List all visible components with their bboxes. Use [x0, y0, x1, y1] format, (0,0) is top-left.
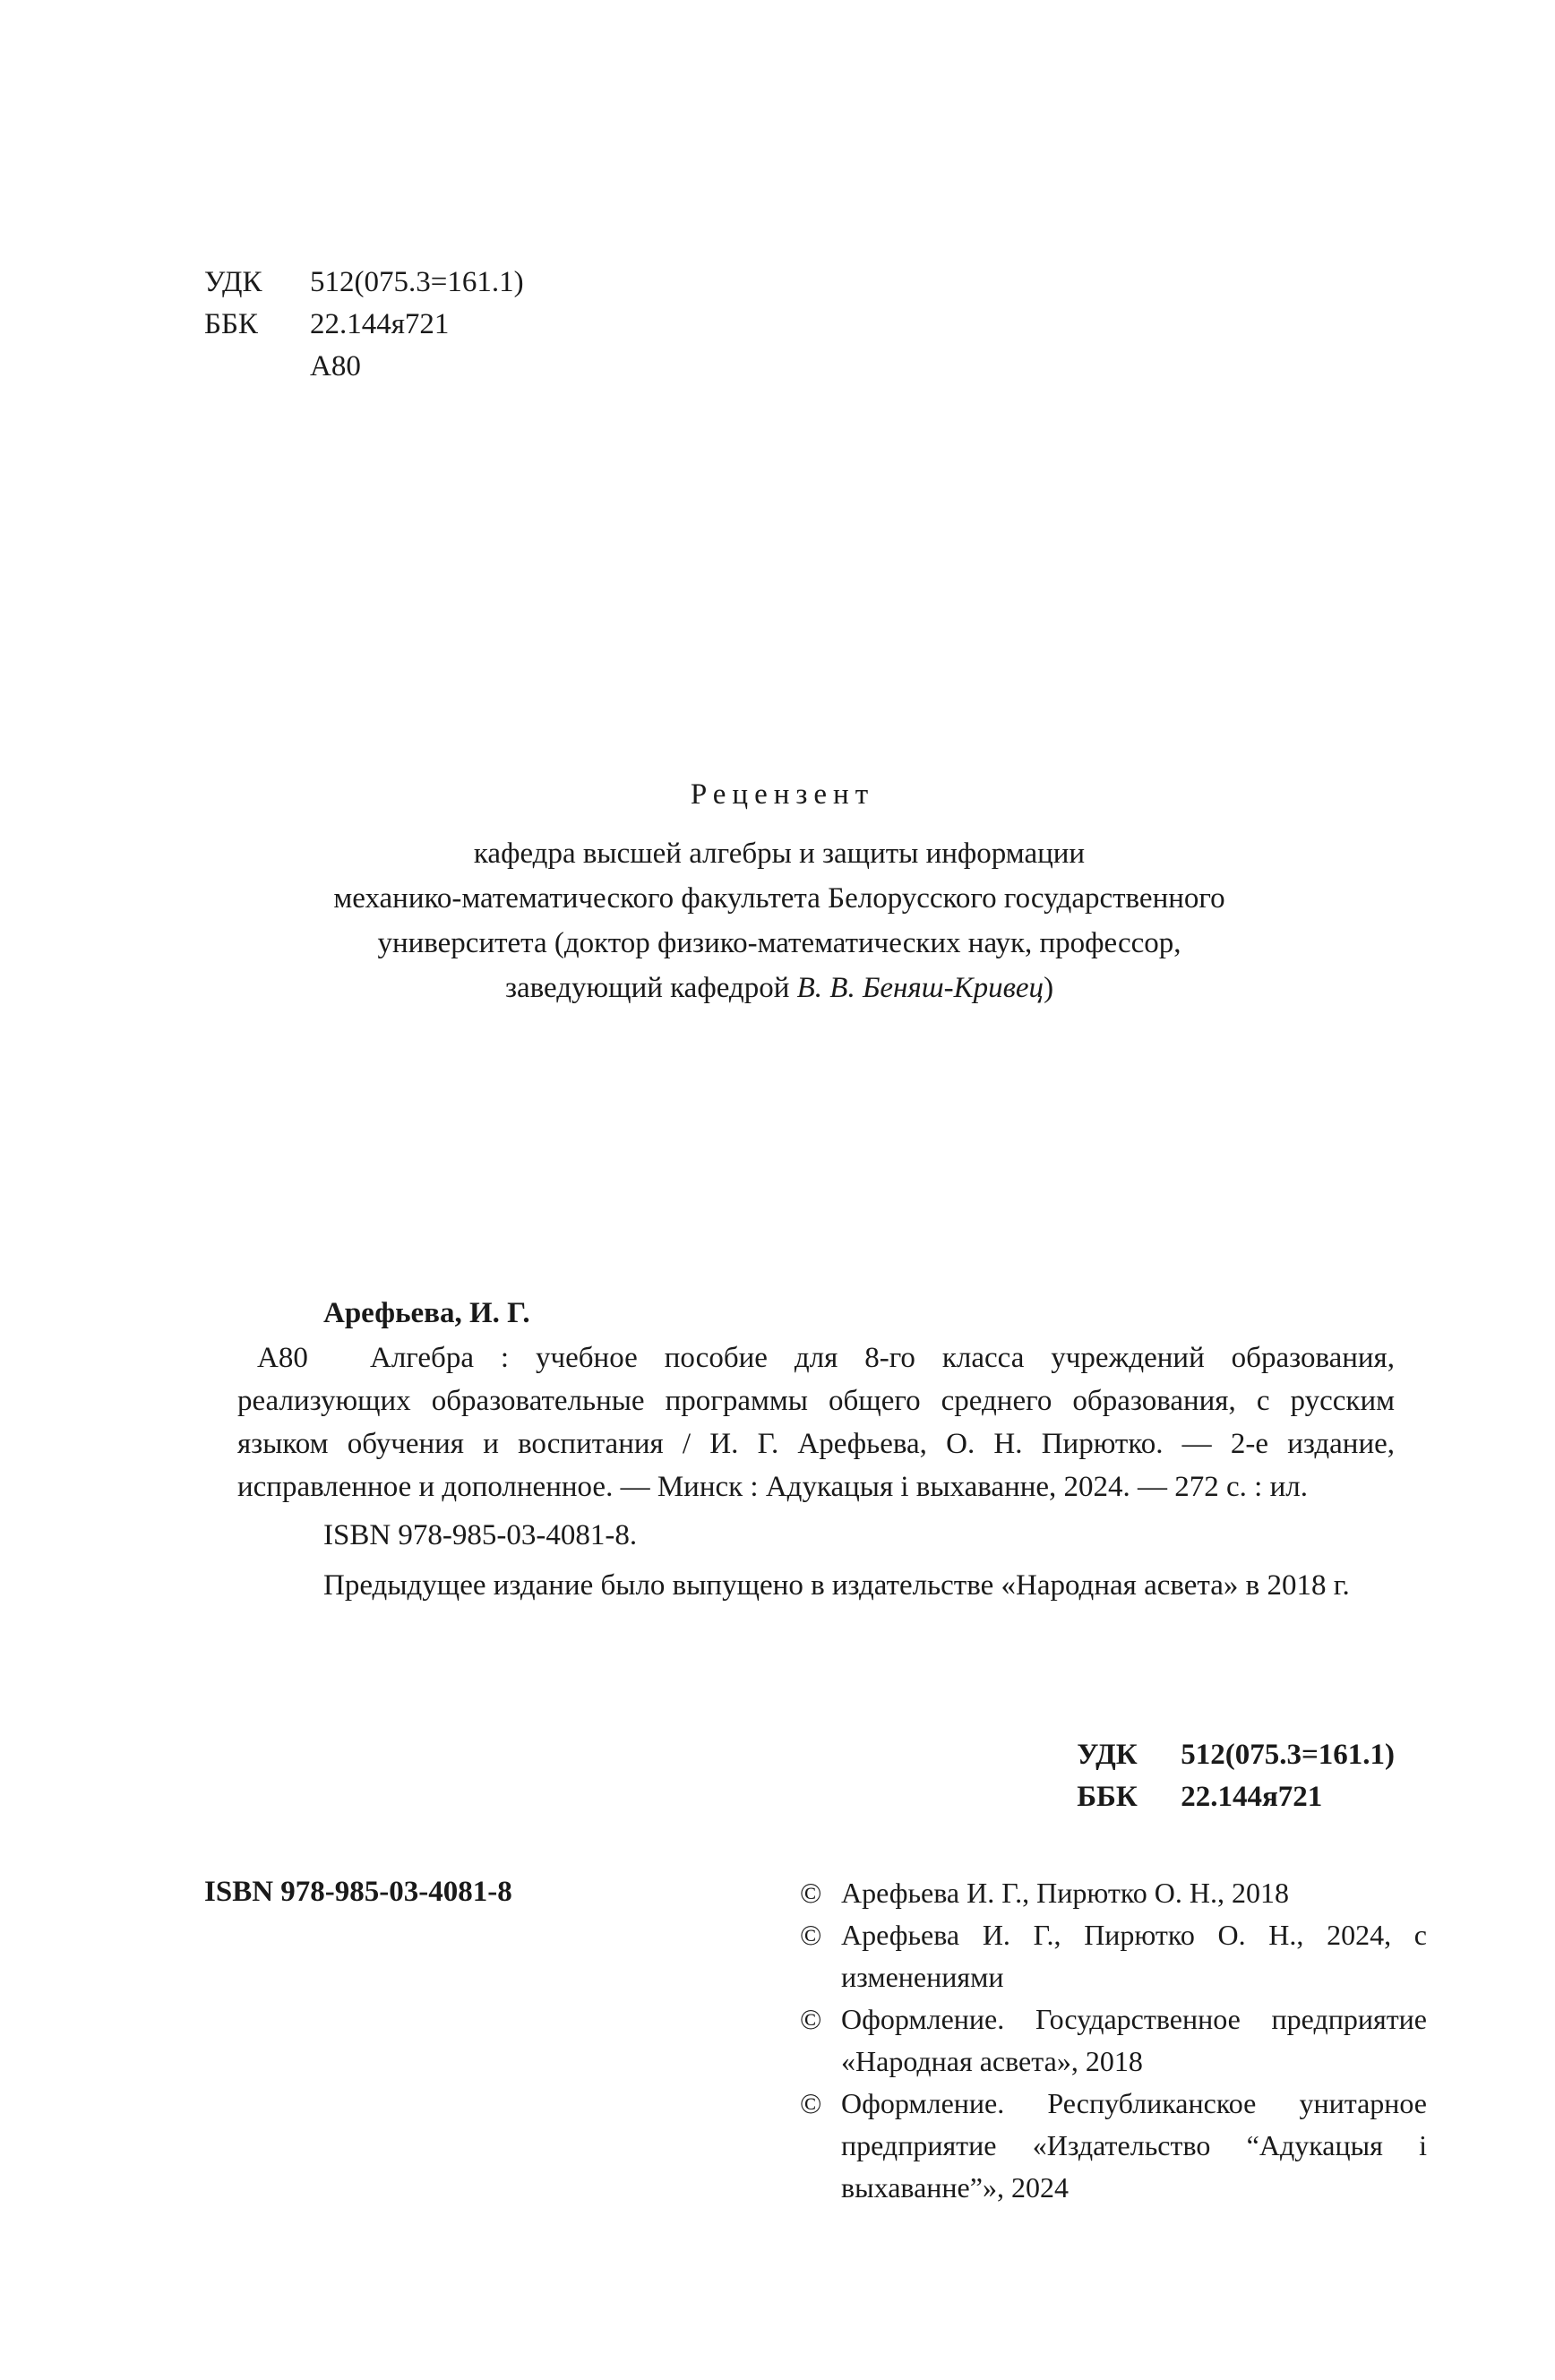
copyright-icon: © [800, 1877, 822, 1909]
udk-label-bottom: УДК [1077, 1739, 1138, 1771]
udk-value: 512(075.3=161.1) [310, 266, 524, 298]
udk-label: УДК [204, 266, 262, 298]
reviewer-line-4 [134, 966, 1424, 1010]
author-code-row-top [204, 346, 524, 388]
udk-value-bottom: 512(075.3=161.1) [1181, 1739, 1395, 1771]
reviewer-name: В. В. Беняш-Кривец [796, 972, 1044, 1004]
reviewer-closing-paren: ) [1044, 972, 1054, 1004]
udk-row-bottom [1077, 1734, 1395, 1776]
copyright-icon: © [800, 2003, 822, 2035]
bbk-row-bottom [1077, 1776, 1395, 1818]
bbk-value: 22.144я721 [310, 308, 450, 340]
isbn-bottom: ISBN 978-985-03-4081-8 [204, 1876, 512, 1908]
author-code-value: А80 [310, 350, 361, 382]
reviewer-line-2: механико-математического факультета Белорусского государственного [333, 882, 1225, 915]
copyright-icon: © [800, 2087, 822, 2119]
bbk-row-top [204, 304, 524, 346]
copyright-block [800, 1872, 1427, 2209]
biblio-previous-edition-note: Предыдущее издание было выпущено в издательстве «Народная асвета» в 2018 г. [323, 1569, 1350, 1602]
biblio-isbn: ISBN 978-985-03-4081-8. [323, 1519, 638, 1551]
bbk-label-bottom: ББК [1077, 1781, 1138, 1813]
bbk-value-bottom: 22.144я721 [1181, 1781, 1323, 1813]
reviewer-line-3: университета (доктор физико-математических наук, профессор, [377, 927, 1181, 959]
copyright-item [800, 1998, 1427, 2083]
copyright-item [800, 2083, 1427, 2209]
copyright-text: Арефьева И. Г., Пирютко О. Н., 2018 [841, 1877, 1289, 1909]
copyright-item [800, 1872, 1427, 1914]
reviewer-line-1: кафедра высшей алгебры и защиты информации [473, 838, 1086, 870]
classification-block-top [204, 262, 524, 388]
reviewer-block [134, 772, 1424, 1010]
copyright-text: Арефьева И. Г., Пирютко О. Н., 2024, с изменениями [841, 1919, 1427, 1993]
biblio-description-text: Алгебра : учебное пособие для 8-го класса учреждений образования, реализующих образовательные программы общего среднего образования, с русским языком обучения и воспитания / И. Г. Арефьева, О. Н. Пирютко. — 2-е издание, исправленное и дополненное. — Минск : Адукацыя і выхаванне, 2024. — 272 с. : ил. [237, 1342, 1395, 1503]
bibliographic-description [237, 1292, 1395, 1607]
reviewer-heading: Рецензент [690, 778, 875, 811]
copyright-text: Оформление. Республиканское унитарное предприятие «Издательство “Адукацыя і выхаванне”», 2024 [841, 2087, 1427, 2204]
udk-row-top [204, 262, 524, 304]
bbk-label: ББК [204, 308, 258, 340]
copyright-icon: © [800, 1919, 822, 1951]
biblio-hanging-code: А80 [257, 1342, 308, 1374]
copyright-item [800, 1914, 1427, 1998]
reviewer-role-text: заведующий кафедрой [504, 972, 797, 1004]
classification-block-bottom [1077, 1734, 1395, 1818]
biblio-description-paragraph [237, 1336, 1395, 1508]
copyright-text: Оформление. Государственное предприятие «Народная асвета», 2018 [841, 2003, 1427, 2077]
biblio-author: Арефьева, И. Г. [323, 1297, 530, 1329]
